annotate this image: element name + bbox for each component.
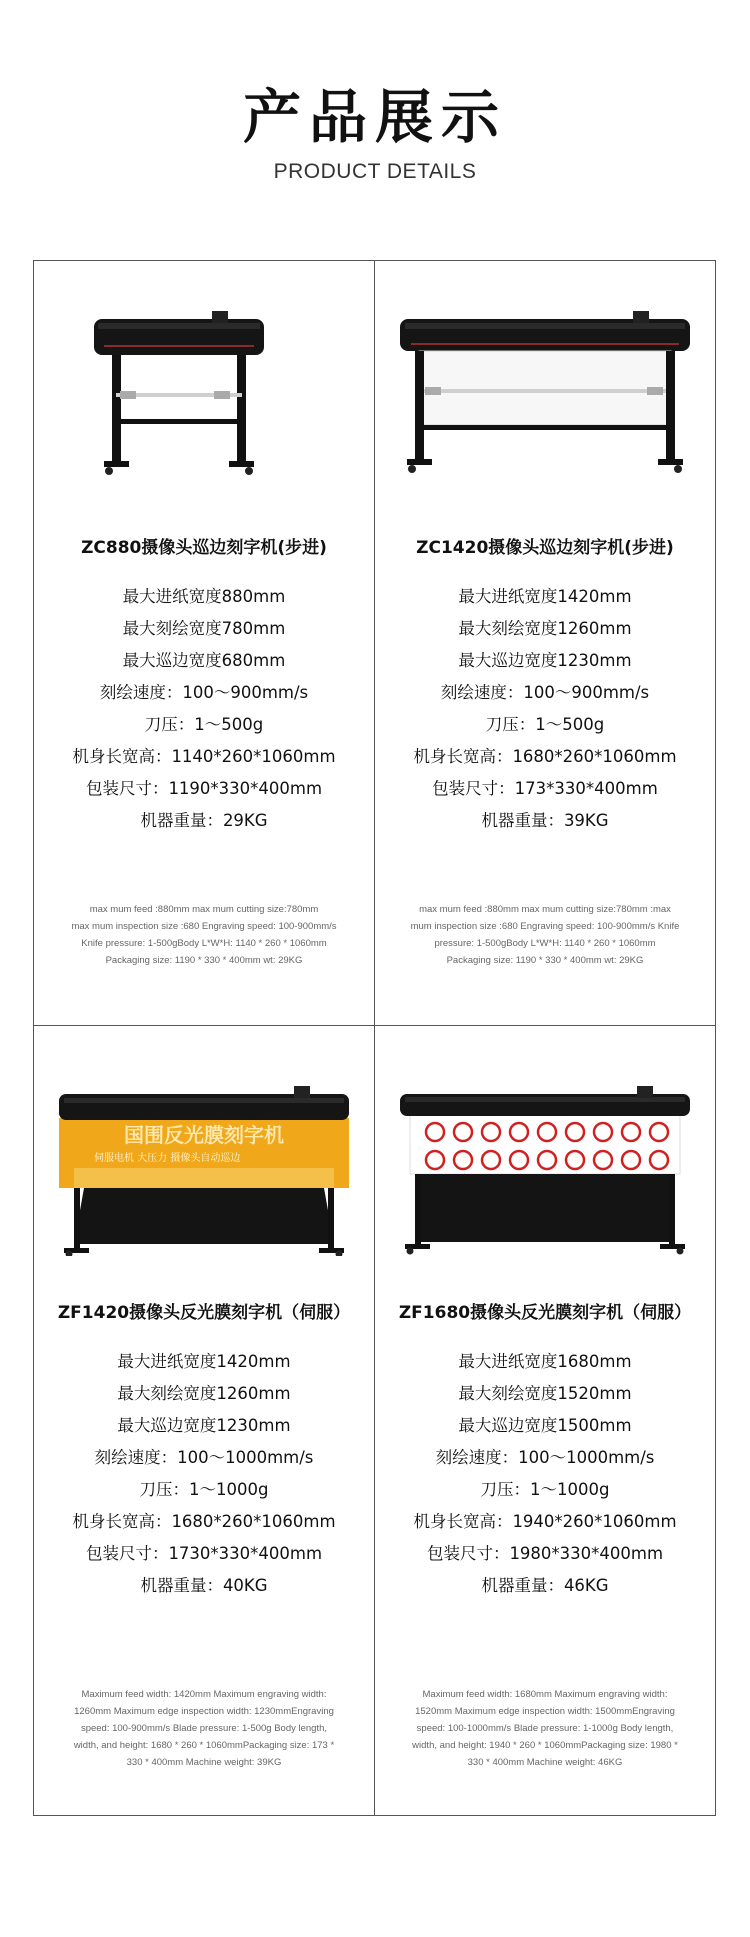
cutting-plotter-stand-icon (34, 281, 374, 491)
spec-item: 最大刻绘宽度1260mm (117, 1384, 291, 1403)
english-line: speed: 100-1000mm/s Blade pressure: 1-1000g Body length, (416, 1723, 674, 1734)
english-specs (403, 901, 687, 969)
product-title: ZF1420摄像头反光膜刻字机（伺服） (57, 1303, 351, 1323)
spec-item: 最大刻绘宽度1520mm (458, 1384, 632, 1403)
page-title: 产品展示 (242, 83, 507, 151)
page-subtitle: PRODUCT DETAILS (273, 160, 477, 183)
spec-item: 机身长宽高：1940*260*1060mm (413, 1512, 677, 1531)
english-line: Knife pressure: 1-500gBody L*W*H: 1140 * 260 * 1060mm (81, 938, 327, 949)
english-specs (62, 1686, 346, 1771)
cutting-plotter-safety-signs-icon (375, 1046, 715, 1256)
english-line: Maximum feed width: 1420mm Maximum engraving width: (81, 1689, 327, 1700)
english-line: Packaging size: 1190 * 330 * 400mm wt: 29KG (105, 955, 303, 966)
spec-item: 包装尺寸：1980*330*400mm (426, 1544, 664, 1563)
spec-list (375, 581, 715, 837)
spec-item: 包装尺寸：1730*330*400mm (85, 1544, 323, 1563)
spec-item: 机器重量：39KG (481, 811, 609, 830)
english-specs (403, 1686, 687, 1771)
spec-item: 最大进纸宽度880mm (122, 587, 286, 606)
spec-item: 包装尺寸：1190*330*400mm (85, 779, 323, 798)
product-title: ZC1420摄像头巡边刻字机(步进) (416, 538, 674, 558)
spec-item: 刀压：1～500g (485, 715, 605, 734)
english-line: max mum feed :880mm max mum cutting size:780mm :max (419, 904, 671, 915)
english-line: 330 * 400mm Machine weight: 46KG (467, 1757, 623, 1768)
spec-list (34, 1346, 374, 1602)
product-title: ZC880摄像头巡边刻字机(步进) (81, 538, 327, 558)
spec-item: 刻绘速度：100～1000mm/s (94, 1448, 314, 1467)
english-line: width, and height: 1680 * 260 * 1060mmPackaging size: 173 * (73, 1740, 335, 1751)
spec-item: 包装尺寸：173*330*400mm (432, 779, 658, 798)
english-line: Maximum feed width: 1680mm Maximum engraving width: (422, 1689, 668, 1700)
spec-item: 刻绘速度：100～1000mm/s (435, 1448, 655, 1467)
sheet-subline: 伺服电机 大压力 摄像头自动巡边 (94, 1153, 241, 1164)
spec-item: 机身长宽高：1680*260*1060mm (72, 1512, 336, 1531)
spec-item: 最大巡边宽度680mm (122, 651, 286, 670)
spec-item: 最大巡边宽度1500mm (458, 1416, 632, 1435)
english-line: max mum feed :880mm max mum cutting size:780mm (89, 904, 319, 915)
spec-item: 最大巡边宽度1230mm (458, 651, 632, 670)
english-line: speed: 100-900mm/s Blade pressure: 1-500g Body length, (80, 1723, 328, 1734)
spec-item: 刀压：1～500g (144, 715, 264, 734)
spec-item: 机器重量：40KG (140, 1576, 268, 1595)
spec-item: 机身长宽高：1140*260*1060mm (72, 747, 336, 766)
spec-item: 最大进纸宽度1680mm (458, 1352, 632, 1371)
english-line: 330 * 400mm Machine weight: 39KG (126, 1757, 282, 1768)
english-line: mum inspection size :680 Engraving speed: 100-900mm/s Knife (410, 921, 680, 932)
spec-item: 最大刻绘宽度1260mm (458, 619, 632, 638)
spec-item: 最大刻绘宽度780mm (122, 619, 286, 638)
english-line: 1520mm Maximum edge inspection width: 1500mmEngraving (415, 1706, 675, 1717)
spec-item: 最大进纸宽度1420mm (117, 1352, 291, 1371)
english-line: width, and height: 1940 * 260 * 1060mmPackaging size: 1980 * (412, 1740, 678, 1751)
english-line: Packaging size: 1190 * 330 * 400mm wt: 29KG (446, 955, 644, 966)
spec-item: 刀压：1～1000g (139, 1480, 269, 1499)
spec-item: 刀压：1～1000g (480, 1480, 610, 1499)
product-grid (33, 260, 716, 1816)
spec-item: 最大进纸宽度1420mm (458, 587, 632, 606)
cutting-plotter-stand-wide-icon (375, 281, 715, 491)
english-specs (62, 901, 346, 969)
product-card (34, 1026, 374, 1790)
english-line: pressure: 1-500gBody L*W*H: 1140 * 260 * 1060mm (434, 938, 656, 949)
spec-item: 机身长宽高：1680*260*1060mm (413, 747, 677, 766)
product-title: ZF1680摄像头反光膜刻字机（伺服） (398, 1303, 692, 1323)
english-line: max mum inspection size :680 Engraving speed: 100-900mm/s (71, 921, 337, 932)
spec-item: 最大巡边宽度1230mm (117, 1416, 291, 1435)
product-card (375, 261, 715, 1025)
spec-item: 机器重量：46KG (481, 1576, 609, 1595)
spec-list (34, 581, 374, 837)
product-card (34, 261, 374, 1025)
spec-list (375, 1346, 715, 1602)
english-line: 1260mm Maximum edge inspection width: 1230mmEngraving (74, 1706, 334, 1717)
spec-item: 机器重量：29KG (140, 811, 268, 830)
sheet-headline: 国围反光膜刻字机 (124, 1123, 284, 1147)
cutting-plotter-reflective-film-icon (34, 1046, 374, 1256)
spec-item: 刻绘速度：100～900mm/s (99, 683, 309, 702)
spec-item: 刻绘速度：100～900mm/s (440, 683, 650, 702)
product-card (375, 1026, 715, 1790)
